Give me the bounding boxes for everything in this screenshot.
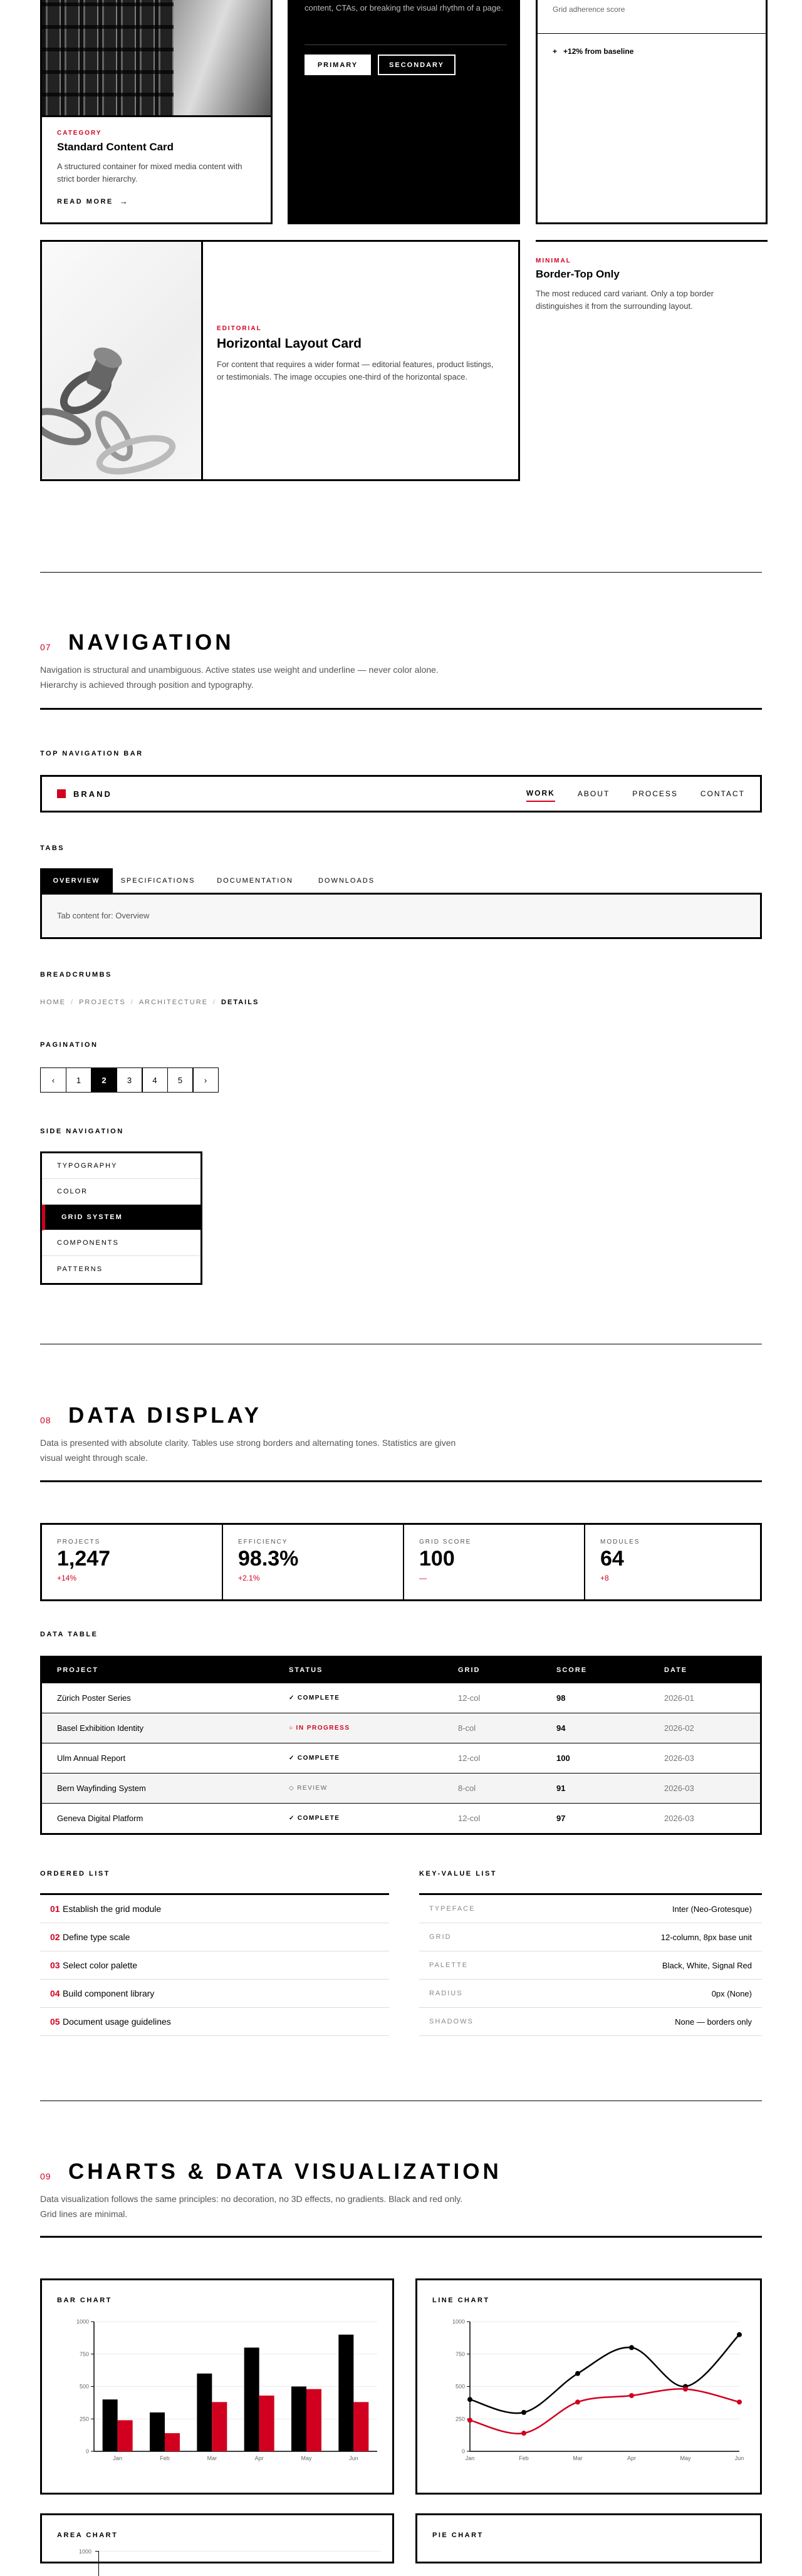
tab-downloads[interactable]: DOWNLOADS xyxy=(318,876,375,885)
cell-status xyxy=(274,1803,443,1833)
chart-title: AREA CHART xyxy=(57,2532,118,2539)
list-text: Select color palette xyxy=(63,1960,138,1970)
card-category: CATEGORY xyxy=(57,130,102,137)
list-item xyxy=(40,1980,389,2008)
diamond-icon: ◇ xyxy=(289,1784,295,1792)
data-point xyxy=(521,2410,526,2415)
line-chart xyxy=(417,2280,760,2493)
data-point xyxy=(737,2399,742,2404)
line-chart-card xyxy=(415,2278,762,2495)
card-body: The most reduced card variant. Only a top border distinguishes it from the surrounding layout. xyxy=(536,289,714,311)
y-tick-label: 250 xyxy=(455,2416,465,2423)
card-image-chain xyxy=(42,242,201,479)
circle-icon: ○ xyxy=(289,1724,294,1732)
x-tick-label: Feb xyxy=(160,2455,170,2461)
read-more-link[interactable] xyxy=(57,197,128,206)
ordered-list xyxy=(40,1893,389,2036)
card-category: EDITORIAL xyxy=(217,325,262,332)
stat-modules xyxy=(585,1525,760,1599)
read-more-label: READ MORE xyxy=(57,197,113,205)
section-divider xyxy=(40,572,762,573)
table-row[interactable] xyxy=(42,1803,760,1833)
breadcrumb-projects[interactable]: PROJECTS xyxy=(79,999,126,1006)
list-number: 01 xyxy=(50,1904,60,1914)
y-tick-label: 0 xyxy=(461,2448,465,2454)
bar xyxy=(212,2402,227,2451)
y-tick-label: 0 xyxy=(85,2448,89,2454)
stat-delta: +8 xyxy=(600,1574,609,1582)
section-number: 09 xyxy=(40,2171,51,2181)
kv-row xyxy=(419,1951,762,1980)
section-description: Data is presented with absolute clarity. Tables use strong borders and alternating tones. Statistics are given visual weight through scale. xyxy=(40,1438,456,1463)
kv-value: Inter (Neo-Grotesque) xyxy=(672,1904,752,1914)
data-point xyxy=(575,2399,580,2404)
page-3-button[interactable]: 3 xyxy=(117,1067,143,1093)
cell-score: 91 xyxy=(541,1773,649,1803)
list-number: 04 xyxy=(50,1988,60,1998)
y-tick-label: 1000 xyxy=(76,2319,89,2325)
card-image xyxy=(42,0,271,115)
card-title: Standard Content Card xyxy=(57,141,174,153)
stat-value: 98.3% xyxy=(238,1547,299,1571)
y-tick-label: 750 xyxy=(455,2350,465,2357)
list-number: 05 xyxy=(50,2017,60,2027)
status-badge: REVIEW xyxy=(297,1784,328,1792)
x-tick-label: Jan xyxy=(465,2455,475,2461)
card-title: Horizontal Layout Card xyxy=(217,336,362,351)
data-point xyxy=(683,2387,688,2392)
sidenav-item-patterns[interactable]: PATTERNS xyxy=(57,1265,103,1273)
secondary-button[interactable]: SECONDARY xyxy=(378,55,456,75)
check-icon: ✓ xyxy=(289,1754,295,1762)
list-item xyxy=(40,1951,389,1980)
cell-grid: 12-col xyxy=(443,1803,541,1833)
ordered-list-label: ORDERED LIST xyxy=(40,1870,110,1877)
cell-status xyxy=(274,1743,443,1773)
arrow-right-icon: → xyxy=(119,197,128,206)
y-tick-label: 1000 xyxy=(452,2319,465,2325)
tab-documentation[interactable]: DOCUMENTATION xyxy=(217,876,293,885)
bar xyxy=(306,2389,321,2451)
horizontal-card[interactable] xyxy=(40,240,520,481)
tab-panel xyxy=(40,893,762,939)
tab-specifications[interactable]: SPECIFICATIONS xyxy=(120,876,195,885)
breadcrumb xyxy=(40,999,259,1006)
brand-square-icon xyxy=(57,789,66,798)
stat-delta: +2.1% xyxy=(238,1574,260,1582)
tabs xyxy=(40,868,386,893)
data-point xyxy=(467,2418,472,2423)
breadcrumb-home[interactable]: HOME xyxy=(40,999,66,1006)
page-2-button[interactable]: 2 xyxy=(91,1067,117,1093)
section-title: CHARTS & DATA VISUALIZATION xyxy=(68,2159,502,2184)
dark-card-body: content, CTAs, or breaking the visual rhythm of a page. xyxy=(305,3,503,13)
table-row[interactable] xyxy=(42,1683,760,1713)
tab-overview[interactable]: OVERVIEW xyxy=(40,868,113,893)
border-top-card xyxy=(536,240,768,311)
kv-row xyxy=(419,1980,762,2008)
cell-date: 2026-03 xyxy=(649,1743,760,1773)
nav-link-work[interactable]: WORK xyxy=(526,789,555,802)
list-item xyxy=(40,1923,389,1951)
breadcrumb-separator: / xyxy=(130,999,134,1006)
kv-value: 12-column, 8px base unit xyxy=(660,1932,752,1942)
x-tick-label: Jun xyxy=(734,2455,744,2461)
cell-project: Ulm Annual Report xyxy=(42,1743,274,1773)
bar xyxy=(103,2399,118,2451)
cell-grid: 12-col xyxy=(443,1683,541,1713)
data-point xyxy=(737,2332,742,2337)
bar xyxy=(150,2412,165,2451)
page-1-button[interactable]: 1 xyxy=(66,1067,92,1093)
stat-label: GRID SCORE xyxy=(419,1539,472,1545)
cell-project: Geneva Digital Platform xyxy=(42,1803,274,1833)
stat-label: MODULES xyxy=(600,1539,640,1545)
list-text: Document usage guidelines xyxy=(63,2017,171,2027)
breadcrumb-current: DETAILS xyxy=(221,999,259,1006)
bar-chart xyxy=(42,2280,392,2493)
primary-button[interactable]: PRIMARY xyxy=(305,55,371,75)
x-tick-label: May xyxy=(301,2455,312,2461)
kv-key: SHADOWS xyxy=(429,2018,474,2025)
list-number: 03 xyxy=(50,1960,60,1970)
stat-value: 1,247 xyxy=(57,1547,111,1571)
prev-page-button[interactable]: ‹ xyxy=(40,1067,66,1093)
metric-delta: +12% from baseline xyxy=(563,47,634,56)
list-text: Establish the grid module xyxy=(63,1904,162,1914)
page-4-button[interactable]: 4 xyxy=(142,1067,168,1093)
x-tick-label: Jun xyxy=(349,2455,358,2461)
cell-grid: 8-col xyxy=(443,1773,541,1803)
cell-score: 97 xyxy=(541,1803,649,1833)
section-description: Navigation is structural and unambiguous. Active states use weight and underline — never color alone. Hierarchy is achieved through position and typography. xyxy=(40,665,439,690)
col-project[interactable]: PROJECT xyxy=(42,1658,274,1683)
y-tick-label: 750 xyxy=(79,2350,89,2357)
bar-chart-card xyxy=(40,2278,394,2495)
next-page-button[interactable]: › xyxy=(192,1067,219,1093)
kv-row xyxy=(419,1895,762,1923)
list-number: 02 xyxy=(50,1932,60,1942)
list-item xyxy=(40,1895,389,1923)
list-item xyxy=(40,2008,389,2036)
chart-title: BAR CHART xyxy=(57,2297,112,2304)
sidenav-item-color[interactable]: COLOR xyxy=(42,1179,200,1205)
series-line xyxy=(470,2389,739,2433)
col-status[interactable]: STATUS xyxy=(274,1658,443,1683)
bar xyxy=(353,2402,368,2451)
topbar-label: TOP NAVIGATION BAR xyxy=(40,750,143,757)
card-body: For content that requires a wider format — editorial features, product listings, or testimonials. The image occupies one-third of the horizontal space. xyxy=(217,360,494,382)
cell-date: 2026-03 xyxy=(649,1773,760,1803)
stat-label: PROJECTS xyxy=(57,1539,101,1545)
breadcrumb-separator: / xyxy=(71,999,75,1006)
col-grid[interactable]: GRID xyxy=(443,1658,541,1683)
table-label: DATA TABLE xyxy=(40,1631,98,1638)
breadcrumbs-label: BREADCRUMBS xyxy=(40,971,112,979)
kv-list-label: KEY-VALUE LIST xyxy=(419,1870,497,1877)
status-badge: COMPLETE xyxy=(297,1754,340,1762)
x-tick-label: Mar xyxy=(573,2455,583,2461)
nav-link-contact[interactable]: CONTACT xyxy=(700,789,745,798)
breadcrumb-architecture[interactable]: ARCHITECTURE xyxy=(138,999,208,1006)
kv-row xyxy=(419,1923,762,1951)
kv-value: Black, White, Signal Red xyxy=(662,1960,752,1970)
kv-value: None — borders only xyxy=(675,2017,752,2027)
status-badge: IN PROGRESS xyxy=(296,1724,350,1732)
brand-name: BRAND xyxy=(73,789,112,799)
section-rule xyxy=(40,708,762,710)
cell-project: Zürich Poster Series xyxy=(42,1683,274,1713)
stat-value: 100 xyxy=(419,1547,455,1571)
status-badge: COMPLETE xyxy=(297,1694,340,1701)
stat-delta: — xyxy=(419,1574,427,1582)
area-chart-card xyxy=(40,2513,394,2563)
data-point xyxy=(521,2431,526,2436)
check-icon: ✓ xyxy=(289,1694,295,1701)
y-tick-label: 250 xyxy=(79,2416,89,2423)
metric-caption: Grid adherence score xyxy=(553,5,625,14)
data-point xyxy=(467,2397,472,2402)
cell-score: 98 xyxy=(541,1683,649,1713)
data-point xyxy=(575,2371,580,2376)
cell-project: Basel Exhibition Identity xyxy=(42,1713,274,1743)
stats-row xyxy=(40,1523,762,1601)
pie-chart-card xyxy=(415,2513,762,2563)
kv-key: PALETTE xyxy=(429,1961,469,1969)
standard-card[interactable] xyxy=(40,0,273,224)
list-text: Define type scale xyxy=(63,1932,130,1942)
x-tick-label: Feb xyxy=(519,2455,529,2461)
bar xyxy=(165,2433,180,2451)
nav-link-about[interactable]: ABOUT xyxy=(577,789,610,798)
pagination-label: PAGINATION xyxy=(40,1041,98,1049)
bar xyxy=(197,2374,212,2451)
table-row[interactable] xyxy=(42,1743,760,1773)
section-number: 07 xyxy=(40,642,51,652)
status-badge: COMPLETE xyxy=(297,1814,340,1822)
section-description: Data visualization follows the same principles: no decoration, no 3D effects, no gradients. Black and red only. Grid lines are minimal. xyxy=(40,2194,463,2219)
section-title: NAVIGATION xyxy=(68,630,234,655)
chart-title: PIE CHART xyxy=(432,2532,484,2539)
page-5-button[interactable]: 5 xyxy=(167,1067,194,1093)
x-tick-label: Apr xyxy=(254,2455,264,2461)
cell-date: 2026-01 xyxy=(649,1683,760,1713)
x-tick-label: May xyxy=(680,2455,691,2461)
bar xyxy=(291,2387,306,2452)
kv-value: 0px (None) xyxy=(711,1988,752,1998)
metric-card xyxy=(536,0,768,224)
chart-title: LINE CHART xyxy=(432,2297,490,2304)
data-table xyxy=(40,1656,762,1835)
top-navigation-bar xyxy=(40,775,762,813)
x-tick-label: Apr xyxy=(627,2455,637,2461)
list-text: Build component library xyxy=(63,1988,155,1998)
stat-delta: +14% xyxy=(57,1574,77,1582)
cell-status xyxy=(274,1713,443,1743)
plus-icon: + xyxy=(553,47,558,56)
pagination xyxy=(40,1067,218,1093)
bar xyxy=(118,2420,133,2451)
stat-grid-score xyxy=(404,1525,585,1599)
breadcrumb-separator: / xyxy=(212,999,217,1006)
kv-key: TYPEFACE xyxy=(429,1905,476,1913)
check-icon: ✓ xyxy=(289,1814,295,1822)
cell-status xyxy=(274,1683,443,1713)
key-value-list xyxy=(419,1893,762,2036)
side-navigation xyxy=(40,1151,202,1285)
x-tick-label: Jan xyxy=(113,2455,122,2461)
cell-date: 2026-02 xyxy=(649,1713,760,1743)
col-score[interactable]: SCORE xyxy=(541,1658,649,1683)
section-rule xyxy=(40,2236,762,2238)
bar xyxy=(244,2347,259,2451)
kv-key: RADIUS xyxy=(429,1990,463,1997)
cell-date: 2026-03 xyxy=(649,1803,760,1833)
sidenav-item-typography[interactable]: TYPOGRAPHY xyxy=(42,1153,200,1179)
kv-row xyxy=(419,2008,762,2036)
cell-project: Bern Wayfinding System xyxy=(42,1773,274,1803)
section-rule xyxy=(40,1480,762,1482)
series-line xyxy=(470,2335,739,2413)
section-title: DATA DISPLAY xyxy=(68,1403,262,1428)
stat-efficiency xyxy=(223,1525,404,1599)
tab-content: Tab content for: Overview xyxy=(57,911,150,920)
card-title: Border-Top Only xyxy=(536,268,620,280)
card-category: MINIMAL xyxy=(536,257,571,264)
table-row[interactable] xyxy=(42,1713,760,1743)
brand-logo[interactable] xyxy=(57,789,112,799)
y-tick-label: 1000 xyxy=(78,2548,91,2555)
sidenav-item-components[interactable]: COMPONENTS xyxy=(42,1230,200,1256)
col-date[interactable]: DATE xyxy=(649,1658,760,1683)
x-tick-label: Mar xyxy=(207,2455,217,2461)
data-point xyxy=(629,2393,634,2398)
table-row[interactable] xyxy=(42,1773,760,1803)
dark-card xyxy=(288,0,520,224)
y-tick-label: 500 xyxy=(455,2383,465,2390)
stat-projects xyxy=(42,1525,223,1599)
sidenav-item-grid-system[interactable]: GRID SYSTEM xyxy=(42,1205,200,1230)
cell-grid: 12-col xyxy=(443,1743,541,1773)
nav-link-process[interactable]: PROCESS xyxy=(632,789,678,798)
card-body: A structured container for mixed media content with strict border hierarchy. xyxy=(57,162,242,184)
kv-key: GRID xyxy=(429,1933,452,1941)
stat-value: 64 xyxy=(600,1547,624,1571)
cell-score: 94 xyxy=(541,1713,649,1743)
data-point xyxy=(629,2345,634,2350)
sidenav-label: SIDE NAVIGATION xyxy=(40,1128,124,1135)
stat-label: EFFICIENCY xyxy=(238,1539,288,1545)
bar xyxy=(338,2335,353,2451)
cell-status xyxy=(274,1773,443,1803)
y-tick-label: 500 xyxy=(79,2383,89,2390)
bar xyxy=(259,2396,274,2451)
cell-grid: 8-col xyxy=(443,1713,541,1743)
tabs-label: TABS xyxy=(40,844,65,852)
cell-score: 100 xyxy=(541,1743,649,1773)
section-number: 08 xyxy=(40,1415,51,1425)
